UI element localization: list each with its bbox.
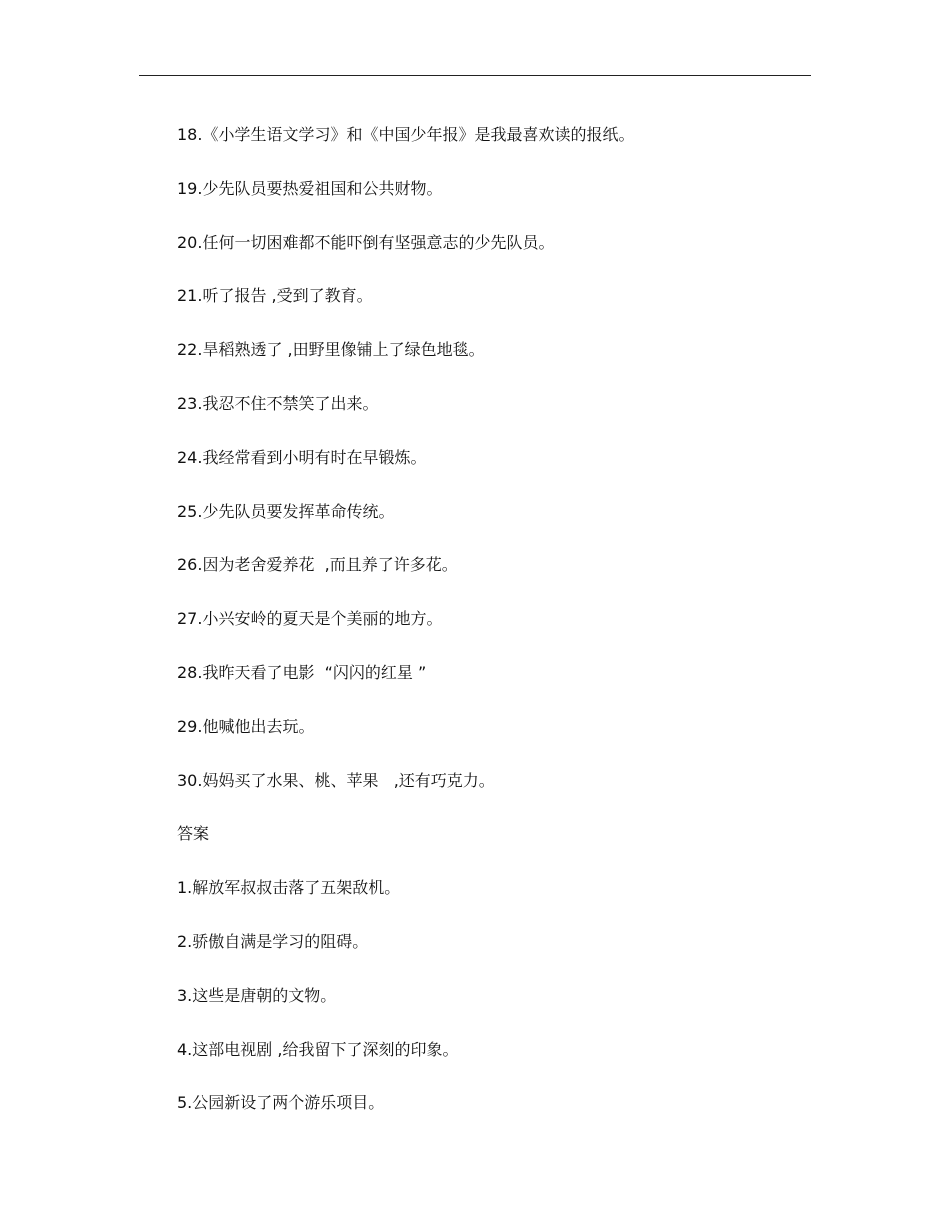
answer-2: 2.骄傲自满是学习的阻碍。 xyxy=(177,931,369,951)
sentence-20: 20.任何一切困难都不能吓倒有坚强意志的少先队员。 xyxy=(177,232,555,252)
answer-3: 3.这些是唐朝的文物。 xyxy=(177,985,337,1005)
sentence-30: 30.妈妈买了水果、桃、苹果 ,还有巧克力。 xyxy=(177,770,495,790)
sentence-24: 24.我经常看到小明有时在早锻炼。 xyxy=(177,447,427,467)
sentence-22: 22.旱稻熟透了 ,田野里像铺上了绿色地毯。 xyxy=(177,340,485,360)
sentence-26: 26.因为老舍爱养花 ,而且养了许多花。 xyxy=(177,555,458,575)
sentence-18: 18.《小学生语文学习》和《中国少年报》是我最喜欢读的报纸。 xyxy=(177,125,635,144)
sentence-29: 29.他喊他出去玩。 xyxy=(177,716,315,736)
document-body xyxy=(177,124,797,1146)
sentence-21: 21.听了报告 ,受到了教育。 xyxy=(177,286,373,306)
sentence-23: 23.我忍不住不禁笑了出来。 xyxy=(177,393,379,413)
sentence-19: 19.少先队员要热爱祖国和公共财物。 xyxy=(177,178,443,198)
answer-1: 1.解放军叔叔击落了五架敌机。 xyxy=(177,878,401,898)
answer-5: 5.公园新设了两个游乐项目。 xyxy=(177,1093,385,1113)
answers-heading: 答案 xyxy=(177,824,210,844)
header-rule xyxy=(139,75,811,76)
sentence-27: 27.小兴安岭的夏天是个美丽的地方。 xyxy=(177,609,443,629)
sentence-25: 25.少先队员要发挥革命传统。 xyxy=(177,501,395,521)
answer-4: 4.这部电视剧 ,给我留下了深刻的印象。 xyxy=(177,1039,459,1059)
sentence-28: 28.我昨天看了电影 “闪闪的红星 ” xyxy=(177,662,427,682)
